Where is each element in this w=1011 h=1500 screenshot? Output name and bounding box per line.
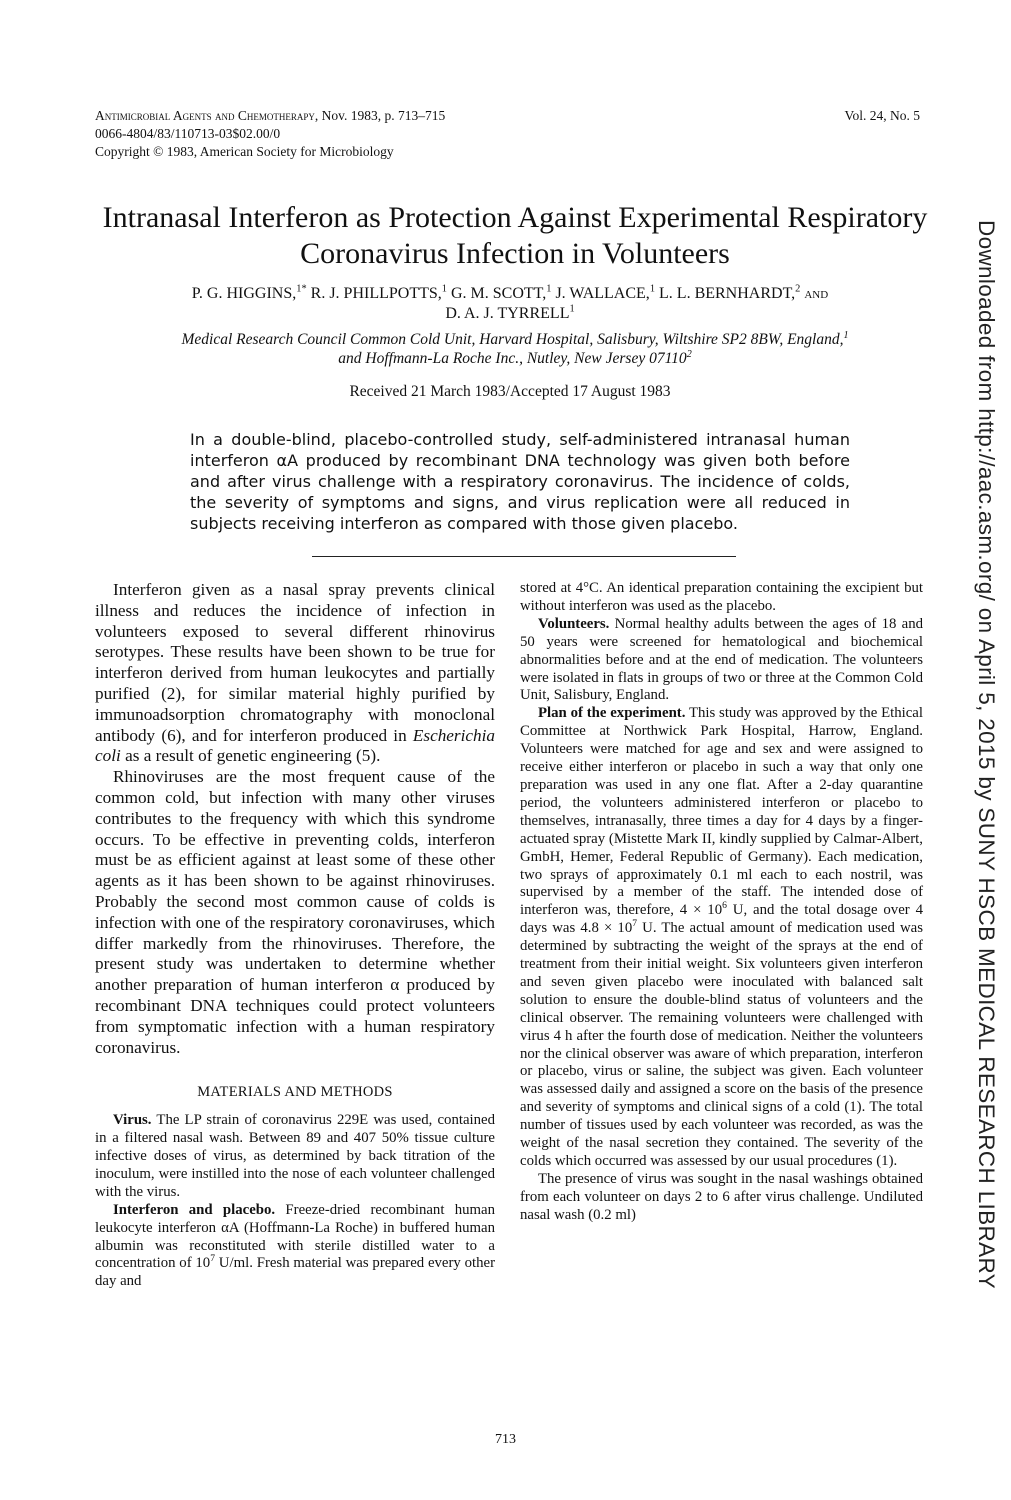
right-column xyxy=(520,580,923,1225)
volunteers-paragraph: Volunteers. Normal healthy adults between the ages of 18 and 50 years were screened for hematological and biochemical abnormalities before and at the end of medication. The volunteers were isolated in flats in groups of two or three at the Common Cold Unit, Salisbury, England. xyxy=(520,615,923,704)
virus-paragraph: Virus. The LP strain of coronavirus 229E was used, contained in a filtered nasal wash. Between 89 and 407 50% tissue culture infective doses of virus, as determined by back titration of the inoculum, were instilled into the nose of each volunteer challenged with the virus. xyxy=(95,1112,495,1200)
article-title: Intranasal Interferon as Protection Against Experimental Respiratory Coronavirus Infection in Volunteers xyxy=(102,201,928,270)
affiliations: Medical Research Council Common Cold Unit, Harvard Hospital, Salisbury, Wiltshire SP2 8BW, England,$^1$ and Hoffmann-La Roche Inc., Nutley, New Jersey 07110$^2$ xyxy=(181,329,849,367)
page-number: 713 xyxy=(495,1432,516,1447)
journal-citation: Antimicrobial Agents and Chemotherapy, Nov. 1983, p. 713–715 xyxy=(95,108,446,123)
download-watermark: Downloaded from http://aac.asm.org/ on April 5, 2015 by SUNY HSCB MEDICAL RESEARCH LIBRARY xyxy=(974,220,999,1290)
copyright: Copyright © 1983, American Society for Microbiology xyxy=(95,144,394,159)
left-column xyxy=(95,580,495,1291)
section-heading-methods: MATERIALS AND METHODS xyxy=(197,1084,393,1101)
virus-detection-paragraph: The presence of virus was sought in the nasal washings obtained from each volunteer on days 2 to 6 after virus challenge. Undiluted nasal wash (0.2 ml) xyxy=(520,1170,923,1223)
intro-paragraph-2: Rhinoviruses are the most frequent cause of the common cold, but infection with many other viruses contributes to the frequency with which this syndrome occurs. To be effective in preventing colds, interferon must be as efficient against at least some of these other agents as it has been shown to be against rhinoviruses. Probably the second most common cause of colds is infection with one of the respiratory coronaviruses, which differ markedly from the rhinoviruses. Therefore, the present study was undertaken to determine whether another preparation of human interferon α produced by recombinant DNA techniques could protect volunteers from symptomatic infection with a human respiratory coronavirus. xyxy=(95,767,495,1057)
volume-issue: Vol. 24, No. 5 xyxy=(844,108,920,123)
plan-paragraph: Plan of the experiment. This study was approved by the Ethical Committee at Northwick Park Hospital, Harrow, England. Volunteers were matched for age and sex and were assigned to receive either interferon or placebo in such a way that only one preparation was used in any one flat. After a 2-day quarantine period, the volunteers administered interferon or placebo to themselves, intranasally, three times a day for 4 days by a finger-actuated spray (Mistette Mark II, kindly supplied by Calmar-Albert, GmbH, Hemer, Federal Republic of Germany). Each medication, two sprays of approximately 0.1 ml each to each nostril, was supervised by a member of the staff. The intended dose of interferon was, therefore, $4 \times 10^6$ U, and the total dosage over 4 days was $4.8 \times 10^7$ U. The actual amount of medication used was determined by subtracting the weight of the sprays at the end of treatment from their initial weight. Six volunteers given interferon and seven given placebo were inoculated with balanced salt solution to ensure the double-blind status of volunteers and the clinical observer. The remaining volunteers were challenged with virus 4 h after the fourth dose of medication. Neither the volunteers nor the clinical observer was aware of which preparation, interferon or placebo, virus or saline, the subject was given. Each volunteer was assessed daily and assigned a score on the basis of the presence and severity of symptoms and clinical signs of a cold (1). The total number of tissues used by each volunteer was recorded, as was the weight of the nasal secretion they contained. The severity of the colds which occurred was assessed by our usual procedures (1). xyxy=(520,705,923,1169)
running-header xyxy=(95,107,920,161)
interferon-paragraph: Interferon and placebo. Freeze-dried recombinant human leukocyte interferon αA (Hoffmann-La Roche) in buffered human albumin was reconstituted with sterile distilled water to a concentration of $10^7$ U/ml. Fresh material was prepared every other day and xyxy=(95,1201,495,1290)
author-list: P. G. HIGGINS,$^{1*}$ R. J. PHILLPOTTS,$^1$ G. M. SCOTT,$^1$ J. WALLACE,$^1$ L. L. BERNHARDT,$^2$ and D. A. J. TYRRELL$^1$ xyxy=(191,283,829,322)
continued-paragraph: stored at 4°C. An identical preparation containing the excipient but without interferon was used as the placebo. xyxy=(520,580,923,614)
received-dates: Received 21 March 1983/Accepted 17 August 1983 xyxy=(349,383,671,400)
intro-paragraph-1: Interferon given as a nasal spray prevents clinical illness and reduces the incidence of infection in volunteers exposed to several different rhinovirus serotypes. These results have been shown to be true for interferon derived from human leukocytes and partially purified (2), for similar material highly purified by immunoadsorption chromatography with monoclonal antibody (6), and for interferon produced in Escherichia coli as a result of genetic engineering (5). xyxy=(95,580,495,766)
abstract-divider xyxy=(312,556,736,557)
abstract: In a double-blind, placebo-controlled study, self-administered intranasal human interferon αA produced by recombinant DNA technology was given both before and after virus challenge with a respiratory coronavirus. The incidence of colds, the severity of symptoms and signs, and virus replication were all reduced in subjects receiving interferon as compared with those given placebo. xyxy=(190,430,850,533)
article-code: 0066-4804/83/110713-03$02.00/0 xyxy=(95,126,281,141)
